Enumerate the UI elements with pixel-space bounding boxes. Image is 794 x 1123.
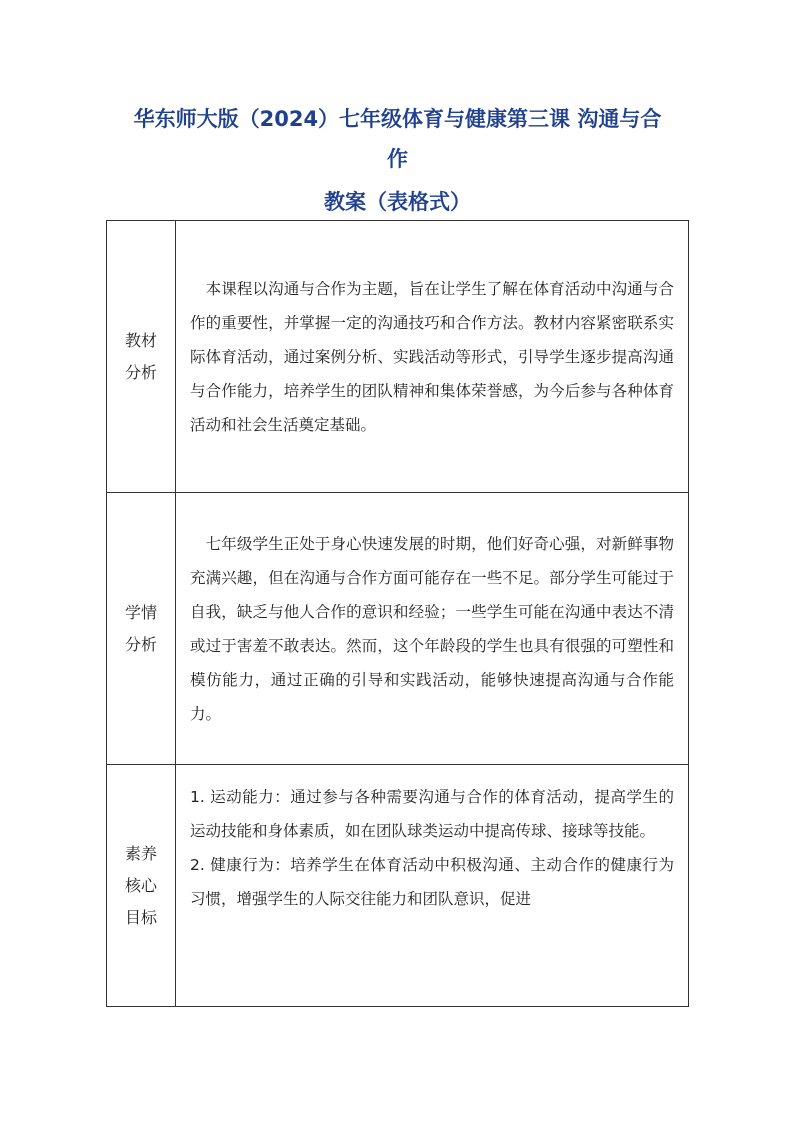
row-label-textbook-analysis	[107, 221, 176, 493]
content-paragraph: 本课程以沟通与合作为主题，旨在让学生了解在体育活动中沟通与合作的重要性，并掌握一定的沟通技巧和合作方法。教材内容紧密联系实际体育活动，通过案例分析、实践活动等形式，引导学生逐步提高沟通与合作能力，培养学生的团队精神和集体荣誉感，为今后参与各种体育活动和社会生活奠定基础。	[190, 279, 674, 434]
row-content-textbook-analysis	[176, 221, 689, 493]
content-paragraph: 1. 运动能力：通过参与各种需要沟通与合作的体育活动，提高学生的运动技能和身体素质，如在团队球类运动中提高传球、接球等技能。	[190, 788, 674, 840]
content-paragraph: 七年级学生正处于身心快速发展的时期，他们好奇心强，对新鲜事物充满兴趣，但在沟通与合作方面可能存在一些不足。部分学生可能过于自我，缺乏与他人合作的意识和经验；一些学生可能在沟通中表达不清或过于害羞不敢表达。然而，这个年龄段的学生也具有很强的可塑性和模仿能力，通过正确的引导和实践活动，能够快速提高沟通与合作能力。	[190, 534, 674, 723]
table-row	[107, 765, 689, 1007]
row-label-line: 核心	[124, 875, 157, 895]
document-subtitle: 教案（表格式）	[324, 190, 471, 214]
goals-text-container	[190, 780, 674, 990]
row-label-student-analysis	[107, 493, 176, 765]
lesson-plan-table	[106, 220, 689, 1007]
row-content-student-analysis	[176, 493, 689, 765]
row-label-line: 学情	[124, 602, 157, 622]
row-label-line: 素养	[124, 843, 157, 863]
document-title-line-2: 作	[387, 147, 408, 171]
row-label-line: 分析	[124, 634, 157, 654]
table-row	[107, 221, 689, 493]
table-row	[107, 493, 689, 765]
content-paragraph: 2. 健康行为：培养学生在体育活动中积极沟通、主动合作的健康行为习惯，增强学生的人际交往能力和团队意识，促进	[190, 856, 674, 908]
row-label-core-literacy-goals	[107, 765, 176, 1007]
row-label-line: 分析	[124, 362, 157, 382]
row-label-line: 教材	[124, 330, 157, 350]
document-title-line-1: 华东师大版（2024）七年级体育与健康第三课 沟通与合	[133, 107, 662, 131]
row-content-core-literacy-goals	[176, 765, 689, 1007]
row-label-line: 目标	[124, 907, 157, 927]
